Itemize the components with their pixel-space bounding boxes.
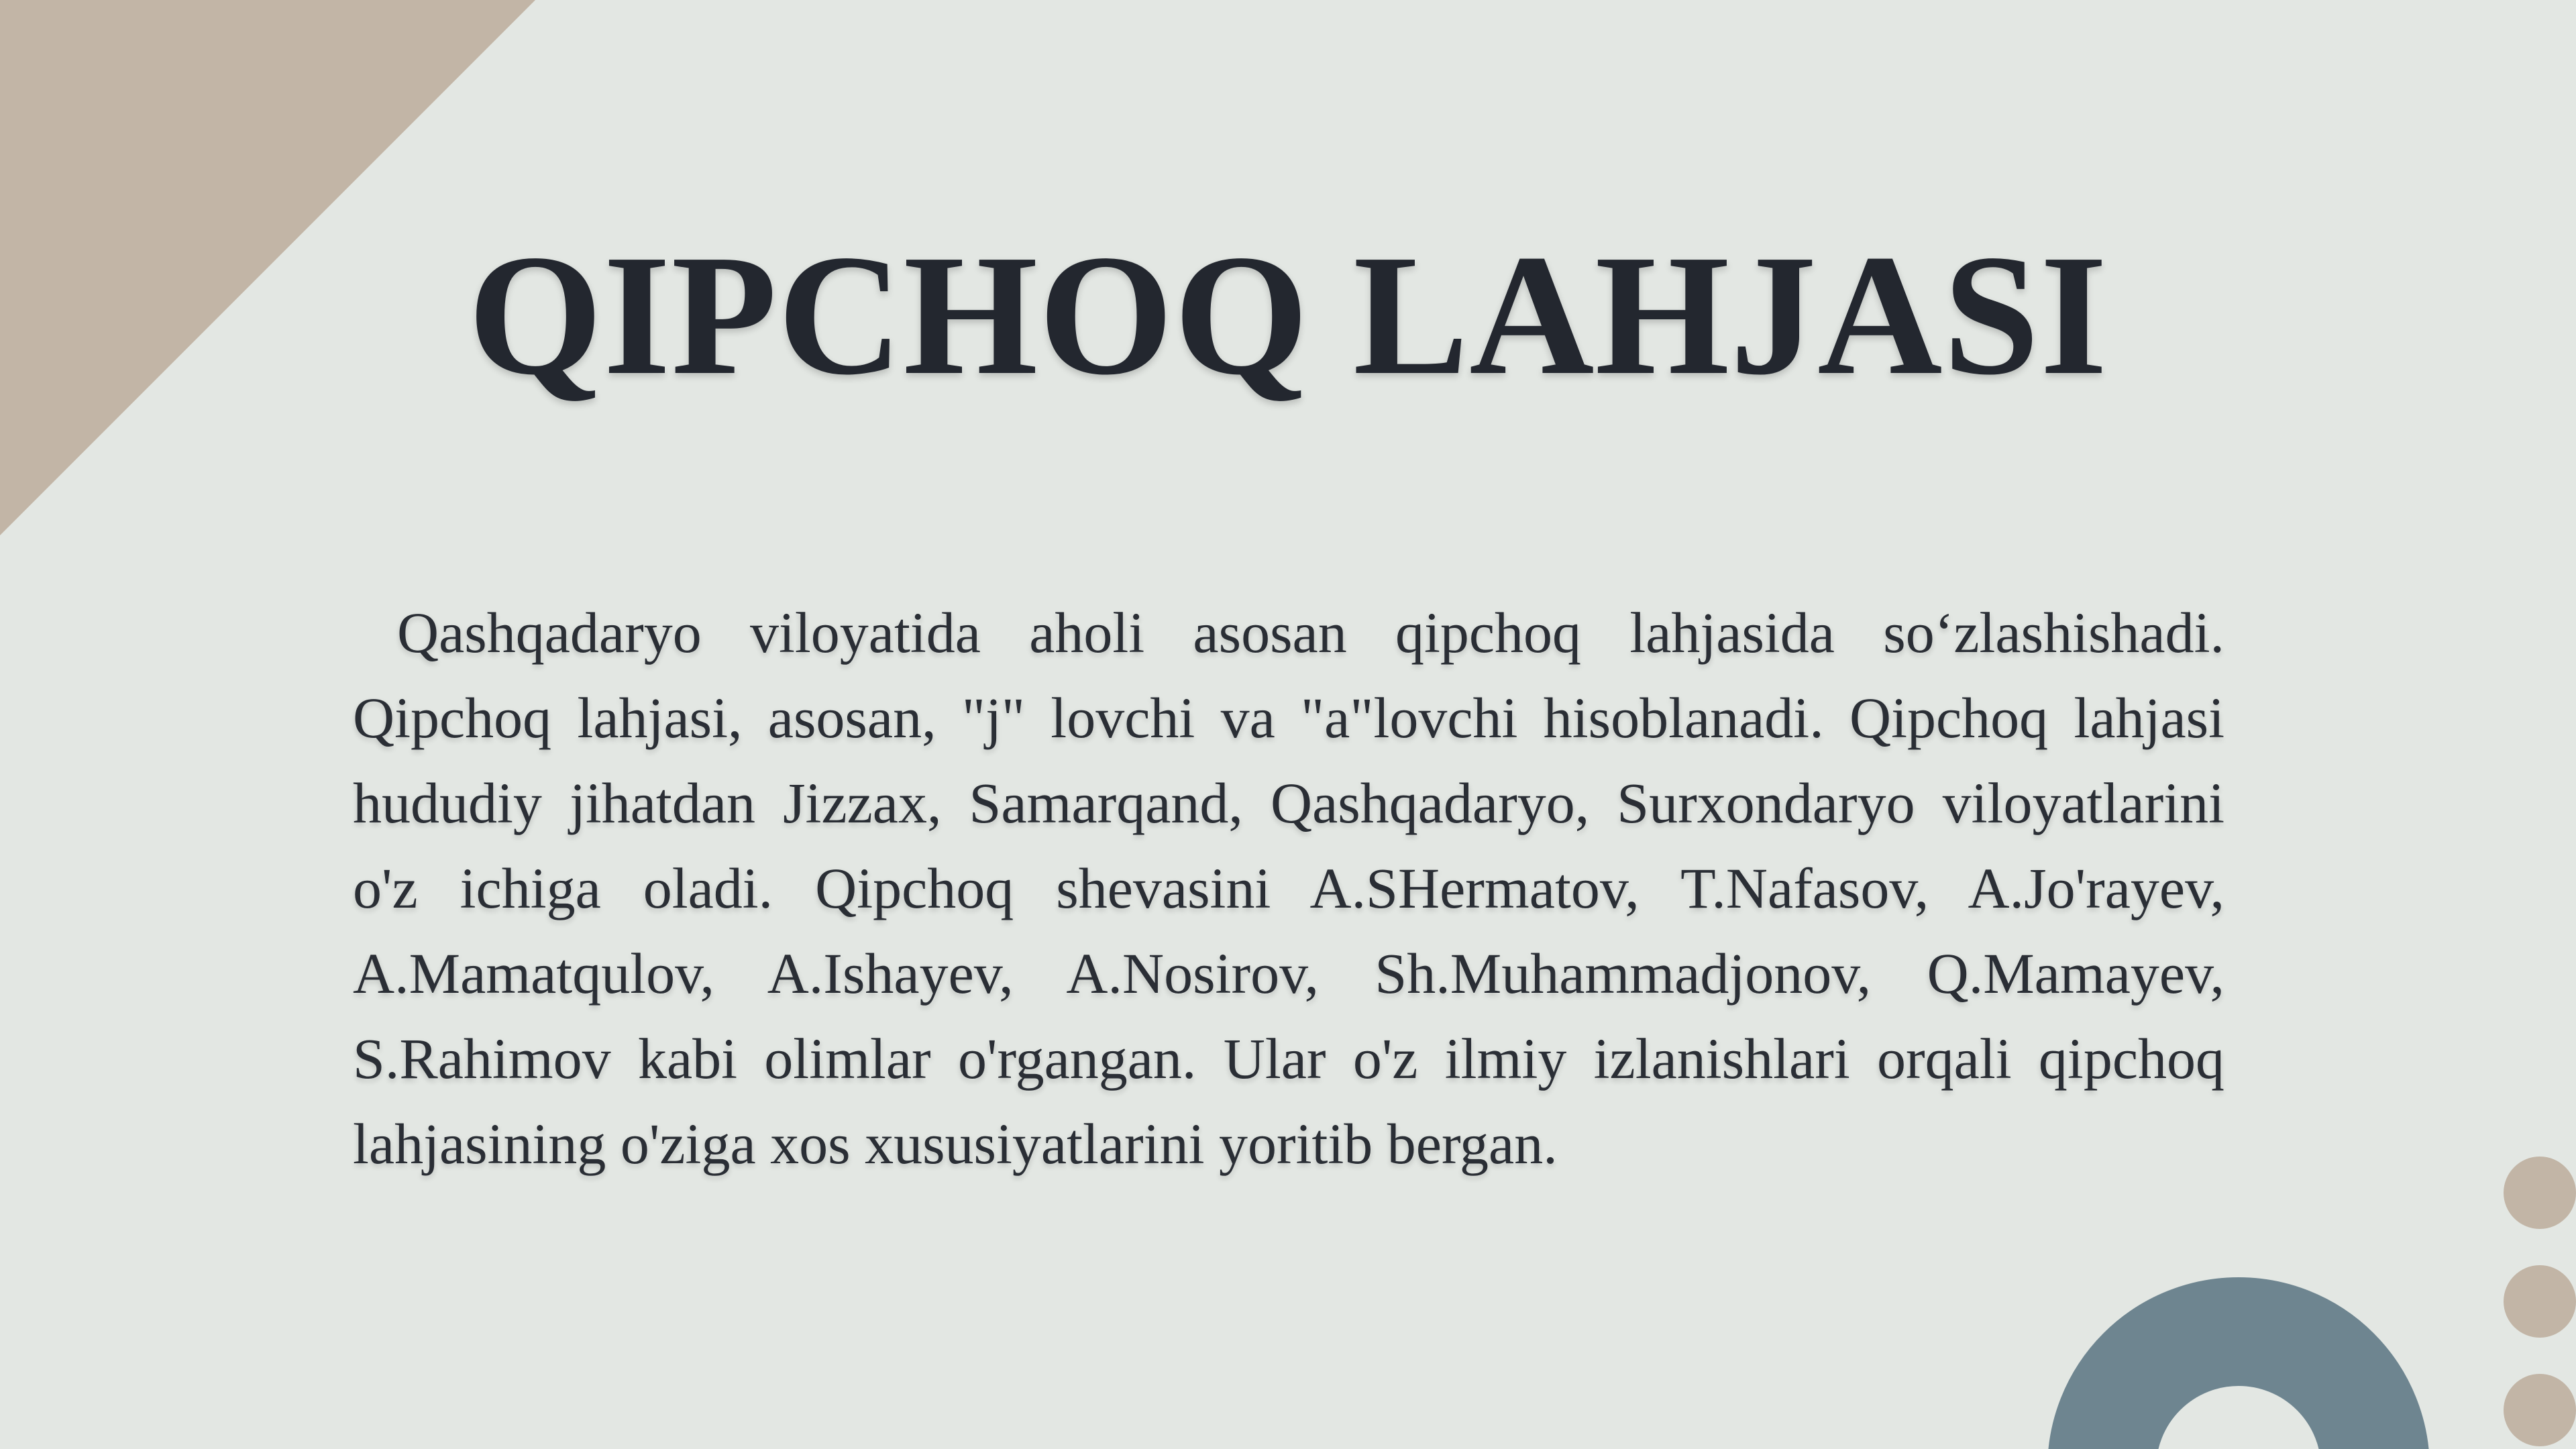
decorative-dot: [2504, 1265, 2576, 1338]
ring-decoration: [2047, 1277, 2430, 1449]
decorative-dot: [2504, 1157, 2576, 1229]
slide-body-paragraph: Qashqadaryo viloyatida aholi asosan qipchoq lahjasida so‘zlashishadi. Qipchoq lahjasi, asosan, "j" lovchi va "a"lovchi hisoblanadi. Qipchoq lahjasi hududiy jihatdan Jizzax, Samarqand, Qashqadaryo, Surxondaryo viloyatlarini o'z ichiga oladi. Qipchoq shevasini A.SHermatov, T.Nafasov, A.Jo'rayev, A.Mamatqulov, A.Ishayev, A.Nosirov, Sh.Muhammadjonov, Q.Mamayev, S.Rahimov kabi olimlar o'rgangan. Ular o'z ilmiy izlanishlari orqali qipchoq lahjasining o'ziga xos xususiyatlarini yoritib bergan.: [353, 600, 2224, 1176]
slide-title: QIPCHOQ LAHJASI: [468, 219, 2108, 411]
decorative-dot: [2504, 1374, 2576, 1446]
